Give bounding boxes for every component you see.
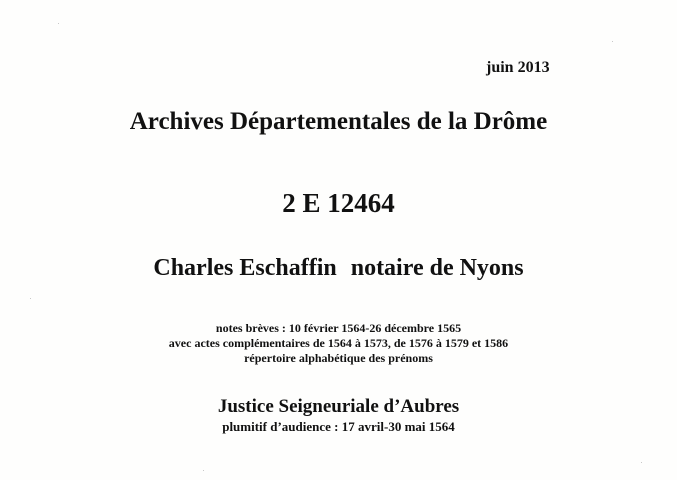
- notes-line: avec actes complémentaires de 1564 à 1573, de 1576 à 1579 et 1586: [168, 336, 509, 350]
- institution-title: Archives Départementales de la Drôme: [129, 108, 548, 135]
- notary-heading: [0, 255, 677, 282]
- notes-line: notes brèves : 10 février 1564-26 décembre 1565: [215, 321, 462, 335]
- notes-line: répertoire alphabétique des prénoms: [244, 351, 433, 365]
- notary-title: notaire de Nyons: [350, 255, 524, 281]
- paper-speck: [641, 462, 642, 463]
- paper-speck: [612, 41, 613, 42]
- justice-detail: plumitif d’audience : 17 avril-30 mai 1564: [222, 419, 455, 434]
- paper-speck: [30, 298, 31, 299]
- archive-reference: 2 E 12464: [282, 188, 395, 218]
- document-date: juin 2013: [486, 59, 550, 76]
- paper-speck: [203, 470, 204, 471]
- paper-speck: [58, 23, 59, 24]
- justice-title: Justice Seigneuriale d’Aubres: [217, 396, 460, 417]
- notary-name: Charles Eschaffin: [153, 255, 337, 281]
